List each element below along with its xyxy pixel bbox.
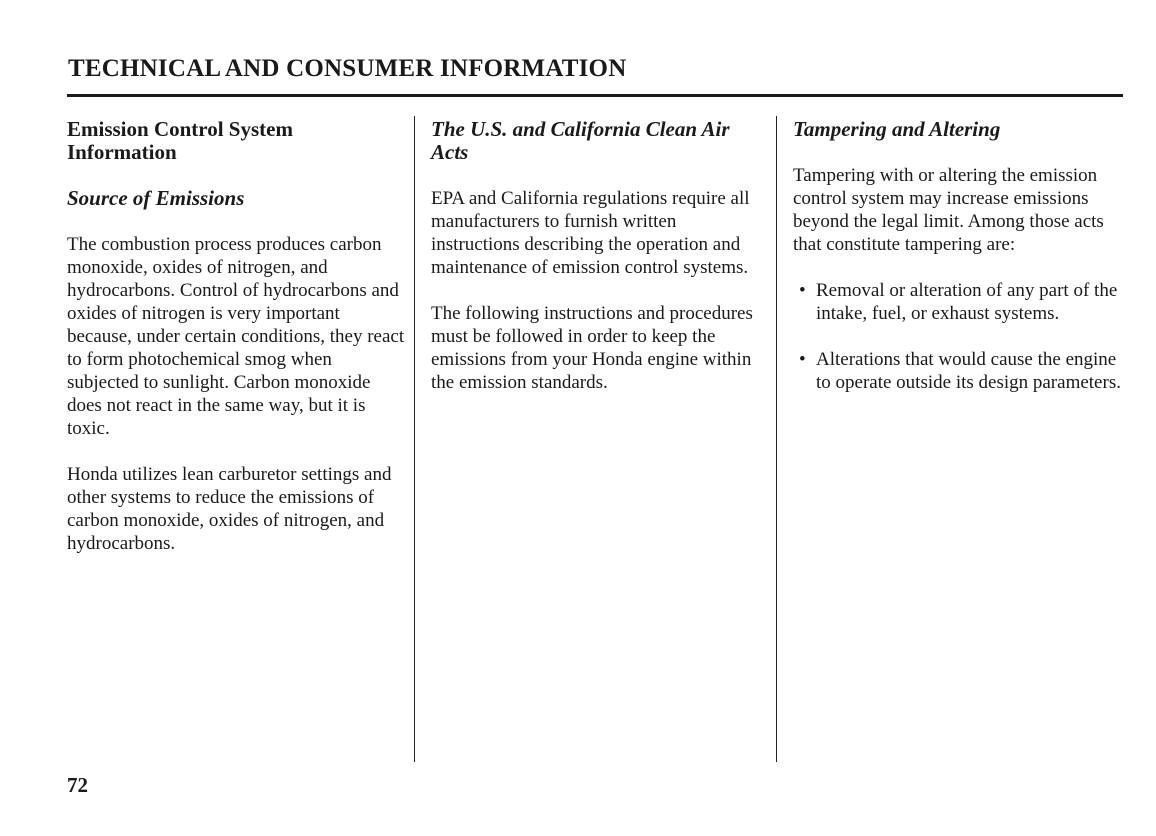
list-item (793, 348, 1129, 394)
bullet-list (793, 279, 1129, 394)
page-number: 72 (67, 773, 88, 797)
paragraph: Tampering with or altering the emission control system may increase emissions beyond the legal limit. Among those acts that constitute tampering are: (793, 165, 1104, 255)
column-divider (414, 116, 415, 762)
page-title: TECHNICAL AND CONSUMER INFORMATION (68, 55, 627, 82)
list-item-text: Removal or alteration of any part of the intake, fuel, or exhaust systems. (816, 280, 1118, 324)
list-spacer (793, 325, 1129, 348)
column-clean-air-acts (431, 118, 766, 394)
title-rule (67, 94, 1123, 97)
column-tampering (793, 118, 1129, 394)
section-heading: Emission Control System Information (67, 117, 293, 164)
column-emission-control (67, 118, 407, 555)
subsection-heading: Source of Emissions (67, 186, 245, 210)
paragraph: EPA and California regulations require all manufacturers to furnish written instructions describing the operation and maintenance of emission control systems. (431, 188, 750, 278)
paragraph: The combustion process produces carbon monoxide, oxides of nitrogen, and hydrocarbons. Control of hydrocarbons and oxides of nitrogen is very important because, under certain conditions, they react to form photochemical smog when subjected to sunlight. Carbon monoxide does not react in the same way, but it is toxic. (67, 234, 405, 439)
column-divider (776, 116, 777, 762)
paragraph: Honda utilizes lean carburetor settings and other systems to reduce the emissions of carbon monoxide, oxides of nitrogen, and hydrocarbons. (67, 464, 392, 554)
list-item (793, 279, 1129, 325)
section-heading: The U.S. and California Clean Air Acts (431, 117, 730, 164)
paragraph: The following instructions and procedures must be followed in order to keep the emissions from your Honda engine within the emission standards. (431, 303, 753, 393)
bullet-icon: • (799, 280, 806, 301)
bullet-icon: • (799, 349, 806, 370)
section-heading: Tampering and Altering (793, 117, 1001, 141)
list-item-text: Alterations that would cause the engine to operate outside its design parameters. (816, 349, 1121, 393)
